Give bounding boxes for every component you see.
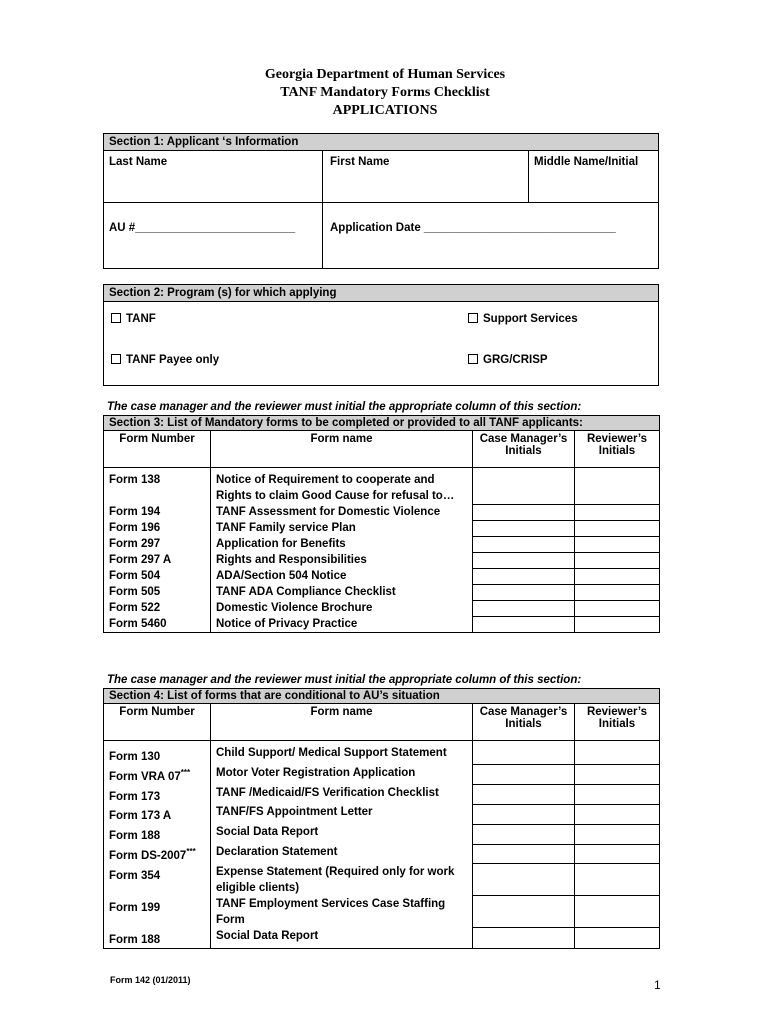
table-row bbox=[104, 785, 660, 805]
reviewer-initials-cell[interactable] bbox=[575, 504, 660, 520]
table-row bbox=[104, 468, 660, 505]
form-name: Declaration Statement bbox=[211, 844, 473, 864]
checkbox-icon[interactable] bbox=[111, 354, 121, 364]
reviewer-initials-cell[interactable] bbox=[575, 804, 660, 824]
checkbox-icon[interactable] bbox=[468, 313, 478, 323]
col-reviewer-initials: Reviewer’s Initials bbox=[575, 704, 660, 741]
reviewer-initials-cell[interactable] bbox=[575, 741, 660, 765]
form-number: Form VRA 07*** bbox=[104, 765, 211, 785]
cm-initials-cell[interactable] bbox=[473, 824, 575, 844]
form-number: Form 138 bbox=[104, 468, 211, 505]
table-row bbox=[104, 741, 660, 765]
form-name: Motor Voter Registration Application bbox=[211, 765, 473, 785]
form-number: Form 196 bbox=[104, 520, 211, 536]
middle-name-field[interactable]: Middle Name/Initial bbox=[534, 156, 639, 168]
form-id: Form 142 (01/2011) bbox=[110, 975, 191, 985]
form-number: Form 505 bbox=[104, 584, 211, 600]
form-name: TANF /Medicaid/FS Verification Checklist bbox=[211, 785, 473, 805]
reviewer-initials-cell[interactable] bbox=[575, 785, 660, 805]
support-services-label: Support Services bbox=[483, 313, 578, 325]
section4-instruction: The case manager and the reviewer must initial the appropriate column of this section: bbox=[107, 674, 582, 686]
table-row bbox=[104, 536, 660, 552]
reviewer-initials-cell[interactable] bbox=[575, 520, 660, 536]
last-name-field[interactable]: Last Name bbox=[109, 156, 168, 168]
section3-instruction: The case manager and the reviewer must initial the appropriate column of this section: bbox=[107, 401, 582, 413]
reviewer-initials-cell[interactable] bbox=[575, 864, 660, 896]
form-number: Form 199 bbox=[104, 896, 211, 928]
cm-initials-cell[interactable] bbox=[473, 584, 575, 600]
table-row bbox=[104, 600, 660, 616]
au-number-field[interactable]: AU #_________________________ bbox=[109, 222, 296, 234]
support-services-checkbox[interactable] bbox=[468, 313, 578, 325]
form-name: TANF Assessment for Domestic Violence bbox=[211, 504, 473, 520]
form-name: TANF/FS Appointment Letter bbox=[211, 804, 473, 824]
col-case-manager-initials: Case Manager’s Initials bbox=[473, 704, 575, 741]
form-name: TANF Employment Services Case Staffing Form bbox=[211, 896, 473, 928]
doc-title-applications: APPLICATIONS bbox=[332, 103, 438, 118]
page-number: 1 bbox=[654, 978, 661, 992]
reviewer-initials-cell[interactable] bbox=[575, 584, 660, 600]
table-row bbox=[104, 864, 660, 896]
form-name: TANF ADA Compliance Checklist bbox=[211, 584, 473, 600]
reviewer-initials-cell[interactable] bbox=[575, 844, 660, 864]
form-number: Form 173 A bbox=[104, 804, 211, 824]
cm-initials-cell[interactable] bbox=[473, 600, 575, 616]
form-name: Social Data Report bbox=[211, 824, 473, 844]
form-number: Form 173 bbox=[104, 785, 211, 805]
table-row bbox=[104, 504, 660, 520]
form-number: Form 188 bbox=[104, 824, 211, 844]
col-form-name: Form name bbox=[211, 431, 473, 468]
checkbox-icon[interactable] bbox=[468, 354, 478, 364]
col-reviewer-initials: Reviewer’s Initials bbox=[575, 431, 660, 468]
reviewer-initials-cell[interactable] bbox=[575, 896, 660, 928]
form-name: Application for Benefits bbox=[211, 536, 473, 552]
cm-initials-cell[interactable] bbox=[473, 844, 575, 864]
cm-initials-cell[interactable] bbox=[473, 785, 575, 805]
cm-initials-cell[interactable] bbox=[473, 864, 575, 896]
cm-initials-cell[interactable] bbox=[473, 804, 575, 824]
table-row bbox=[104, 844, 660, 864]
cm-initials-cell[interactable] bbox=[473, 520, 575, 536]
table-row bbox=[104, 616, 660, 633]
grg-crisp-label: GRG/CRISP bbox=[483, 354, 548, 366]
form-name: Domestic Violence Brochure bbox=[211, 600, 473, 616]
col-form-number: Form Number bbox=[104, 704, 211, 741]
reviewer-initials-cell[interactable] bbox=[575, 616, 660, 633]
section4-table bbox=[103, 688, 660, 949]
cm-initials-cell[interactable] bbox=[473, 741, 575, 765]
cm-initials-cell[interactable] bbox=[473, 568, 575, 584]
form-number: Form 188 bbox=[104, 928, 211, 948]
reviewer-initials-cell[interactable] bbox=[575, 928, 660, 948]
col-form-name: Form name bbox=[211, 704, 473, 741]
divider bbox=[322, 151, 323, 269]
form-name: Social Data Report bbox=[211, 928, 473, 948]
section2-title: Section 2: Program (s) for which applying bbox=[104, 285, 658, 302]
application-date-field[interactable]: Application Date ______________________________ bbox=[330, 222, 616, 234]
form-name: ADA/Section 504 Notice bbox=[211, 568, 473, 584]
cm-initials-cell[interactable] bbox=[473, 536, 575, 552]
section2-programs bbox=[103, 284, 659, 386]
form-number: Form 504 bbox=[104, 568, 211, 584]
tanf-payee-label: TANF Payee only bbox=[126, 354, 220, 366]
reviewer-initials-cell[interactable] bbox=[575, 468, 660, 505]
table-row bbox=[104, 568, 660, 584]
section4-title: Section 4: List of forms that are conditional to AU’s situation bbox=[104, 689, 660, 704]
table-row bbox=[104, 552, 660, 568]
section3-table bbox=[103, 415, 660, 633]
col-case-manager-initials: Case Manager’s Initials bbox=[473, 431, 575, 468]
cm-initials-cell[interactable] bbox=[473, 468, 575, 505]
form-number: Form 522 bbox=[104, 600, 211, 616]
form-name: Notice of Requirement to cooperate and Rights to claim Good Cause for refusal to… bbox=[211, 468, 473, 505]
form-number: Form 194 bbox=[104, 504, 211, 520]
cm-initials-cell[interactable] bbox=[473, 928, 575, 948]
cm-initials-cell[interactable] bbox=[473, 765, 575, 785]
form-name: Child Support/ Medical Support Statement bbox=[211, 741, 473, 765]
form-number: Form DS-2007*** bbox=[104, 844, 211, 864]
doc-title-checklist: TANF Mandatory Forms Checklist bbox=[280, 85, 490, 100]
grg-crisp-checkbox[interactable] bbox=[468, 354, 548, 366]
tanf-label: TANF bbox=[126, 313, 156, 325]
cm-initials-cell[interactable] bbox=[473, 616, 575, 633]
table-row bbox=[104, 520, 660, 536]
table-row bbox=[104, 584, 660, 600]
form-name: TANF Family service Plan bbox=[211, 520, 473, 536]
table-row bbox=[104, 824, 660, 844]
table-row bbox=[104, 928, 660, 948]
form-name: Rights and Responsibilities bbox=[211, 552, 473, 568]
section3-title: Section 3: List of Mandatory forms to be completed or provided to all TANF applicants: bbox=[104, 416, 660, 431]
tanf-payee-checkbox[interactable] bbox=[111, 354, 219, 366]
section1-title: Section 1: Applicant ‘s Information bbox=[104, 134, 658, 151]
tanf-checkbox[interactable] bbox=[111, 313, 156, 325]
form-number: Form 5460 bbox=[104, 616, 211, 633]
reviewer-initials-cell[interactable] bbox=[575, 568, 660, 584]
table-row bbox=[104, 896, 660, 928]
reviewer-initials-cell[interactable] bbox=[575, 552, 660, 568]
section1-applicant-info bbox=[103, 133, 659, 269]
form-number: Form 354 bbox=[104, 864, 211, 896]
first-name-field[interactable]: First Name bbox=[330, 156, 390, 168]
reviewer-initials-cell[interactable] bbox=[575, 765, 660, 785]
divider bbox=[528, 151, 529, 202]
reviewer-initials-cell[interactable] bbox=[575, 824, 660, 844]
reviewer-initials-cell[interactable] bbox=[575, 536, 660, 552]
form-name: Notice of Privacy Practice bbox=[211, 616, 473, 633]
form-number: Form 130 bbox=[104, 741, 211, 765]
cm-initials-cell[interactable] bbox=[473, 504, 575, 520]
form-number: Form 297 bbox=[104, 536, 211, 552]
col-form-number: Form Number bbox=[104, 431, 211, 468]
divider bbox=[104, 202, 658, 203]
reviewer-initials-cell[interactable] bbox=[575, 600, 660, 616]
form-name: Expense Statement (Required only for work eligible clients) bbox=[211, 864, 473, 896]
cm-initials-cell[interactable] bbox=[473, 552, 575, 568]
doc-title-agency: Georgia Department of Human Services bbox=[264, 67, 506, 82]
form-number: Form 297 A bbox=[104, 552, 211, 568]
table-row bbox=[104, 804, 660, 824]
table-row bbox=[104, 765, 660, 785]
checkbox-icon[interactable] bbox=[111, 313, 121, 323]
cm-initials-cell[interactable] bbox=[473, 896, 575, 928]
